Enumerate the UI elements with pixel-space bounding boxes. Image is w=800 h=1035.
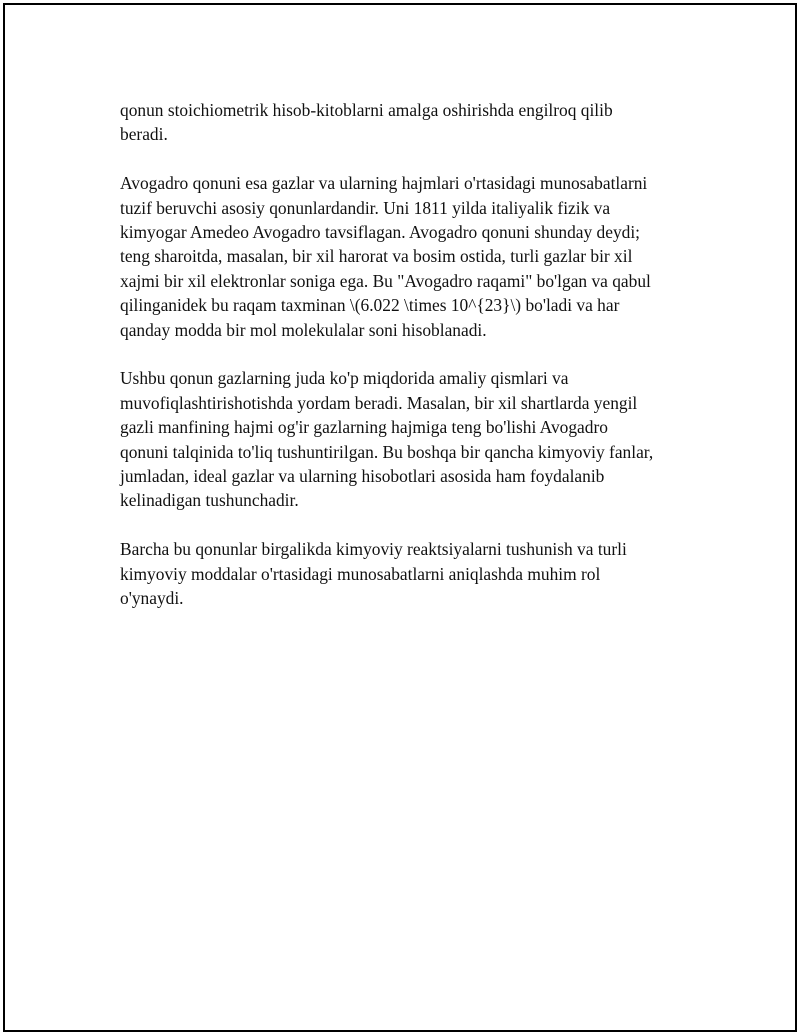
text-line: qanday modda bir mol molekulalar soni hisoblanadi. (120, 319, 487, 340)
paragraph-1 (120, 98, 700, 147)
document-page (3, 3, 797, 1032)
text-line: teng sharoitda, masalan, bir xil harorat va bosim ostida, turli gazlar bir xil (120, 246, 633, 267)
text-line: jumladan, ideal gazlar va ularning hisobotlari asosida ham foydalanib (120, 466, 605, 487)
text-line: kimyogar Amedeo Avogadro tavsiflagan. Avogadro qonuni shunday deydi; (120, 222, 641, 243)
text-line: Barcha bu qonunlar birgalikda kimyoviy reaktsiyalarni tushunish va turli (120, 539, 627, 560)
text-line: xajmi bir xil elektronlar soniga ega. Bu "Avogadro raqami" bo'lgan va qabul (120, 270, 651, 291)
text-line: qonuni talqinida to'liq tushuntirilgan. Bu boshqa bir qancha kimyoviy fanlar, (120, 441, 654, 462)
text-line: kelinadigan tushunchadir. (120, 490, 299, 511)
text-line: o'ynaydi. (120, 588, 184, 609)
text-line: beradi. (120, 124, 168, 145)
text-line: gazli manfining hajmi og'ir gazlarning hajmiga teng bo'lishi Avogadro (120, 417, 608, 438)
text-line: qonun stoichiometrik hisob-kitoblarni amalga oshirishda engilroq qilib (120, 100, 613, 120)
text-line: Avogadro qonuni esa gazlar va ularning hajmlari o'rtasidagi munosabatlarni (120, 173, 648, 194)
paragraph-3 (120, 366, 700, 512)
text-line: qilinganidek bu raqam taxminan \(6.022 \times 10^{23}\) bo'ladi va har (120, 295, 620, 316)
document-body (120, 98, 700, 635)
text-line: Ushbu qonun gazlarning juda ko'p miqdorida amaliy qismlari va (120, 368, 569, 389)
text-line: kimyoviy moddalar o'rtasidagi munosabatlarni aniqlashda muhim rol (120, 563, 601, 584)
paragraph-2 (120, 171, 700, 342)
paragraph-4 (120, 537, 700, 610)
text-line: muvofiqlashtirishotishda yordam beradi. Masalan, bir xil shartlarda yengil (120, 392, 638, 413)
text-line: tuzif beruvchi asosiy qonunlardandir. Uni 1811 yilda italiyalik fizik va (120, 197, 611, 218)
